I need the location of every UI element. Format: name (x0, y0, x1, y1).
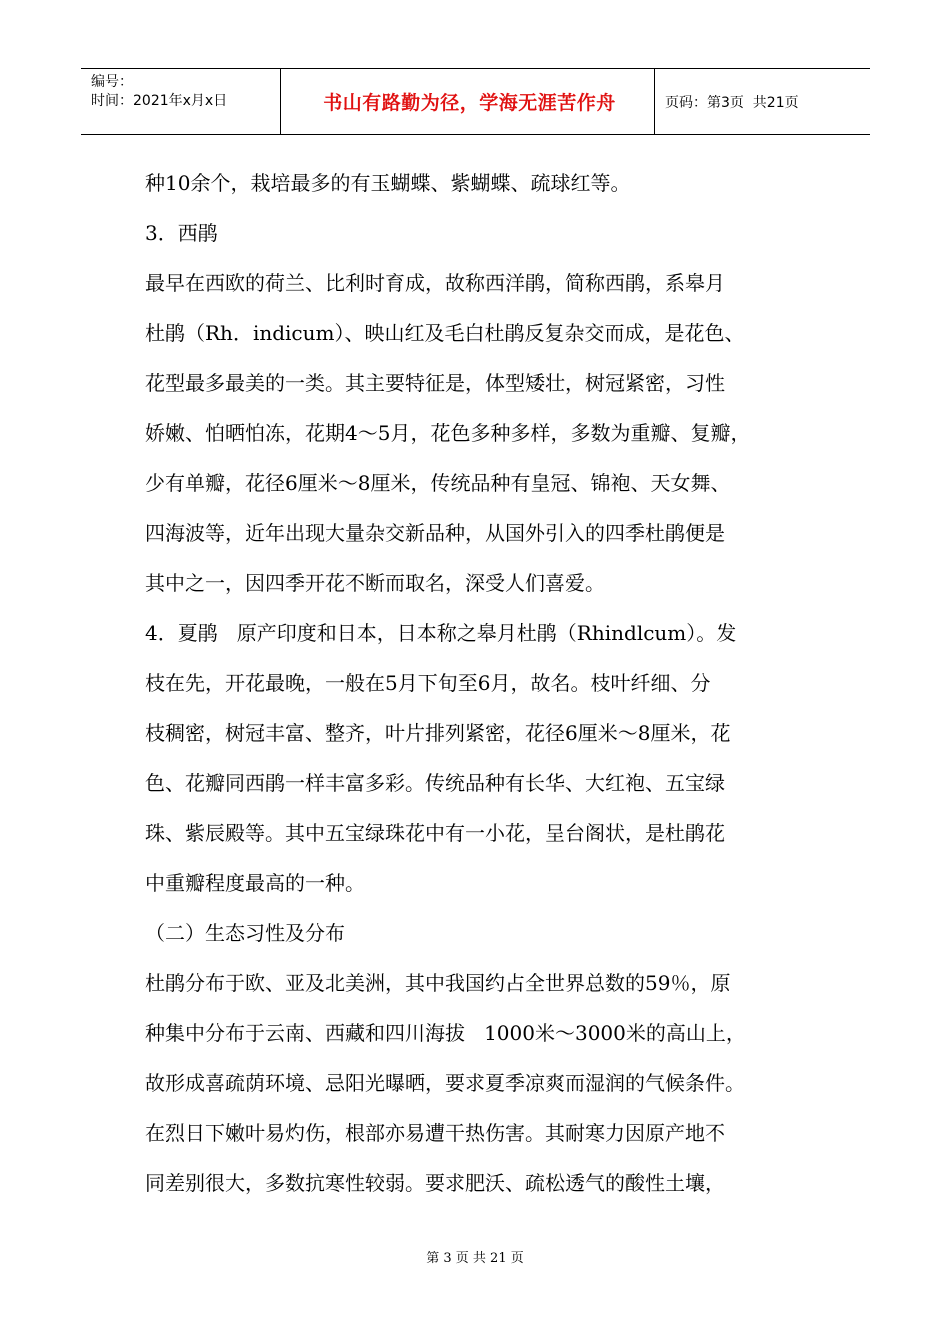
body-line: 少有单瓣，花径6厘米～8厘米，传统品种有皇冠、锦袍、天女舞、 (145, 471, 731, 495)
body-line: 种10余个，栽培最多的有玉蝴蝶、紫蝴蝶、疏球红等。 (145, 171, 631, 195)
body-line: 其中之一，因四季开花不断而取名，深受人们喜爱。 (145, 571, 605, 595)
section-heading-xijuan: 3．西鹃 (145, 221, 218, 245)
section-heading-xiajuan: 4．夏鹃 原产印度和日本，日本称之皋月杜鹃（Rhindlcum）。发 (145, 621, 737, 645)
section-heading-ecology: （二）生态习性及分布 (145, 921, 345, 945)
body-line: 花型最多最美的一类。其主要特征是，体型矮壮，树冠紧密，习性 (145, 371, 725, 395)
body-line: 杜鹃分布于欧、亚及北美洲，其中我国约占全世界总数的59％，原 (145, 971, 731, 995)
body-line: 四海波等，近年出现大量杂交新品种，从国外引入的四季杜鹃便是 (145, 521, 725, 545)
body-line: 最早在西欧的荷兰、比利时育成，故称西洋鹃，简称西鹃，系皋月 (145, 271, 725, 295)
body-line: 在烈日下嫩叶易灼伤，根部亦易遭干热伤害。其耐寒力因原产地不 (145, 1121, 725, 1145)
document-body (145, 158, 815, 1208)
body-line: 故形成喜疏荫环境、忌阳光曝晒，要求夏季凉爽而湿润的气候条件。 (145, 1071, 745, 1095)
header-page-number: 页码：第3页 共21页 (665, 94, 799, 111)
body-line: 色、花瓣同西鹃一样丰富多彩。传统品种有长华、大红袍、五宝绿 (145, 771, 725, 795)
body-line: 珠、紫辰殿等。其中五宝绿珠花中有一小花，呈台阁状，是杜鹃花 (145, 821, 725, 845)
header-page-cell (655, 69, 870, 134)
body-line: 种集中分布于云南、西藏和四川海拔 1000米～3000米的高山上， (145, 1021, 746, 1045)
body-line: 同差别很大，多数抗寒性较弱。要求肥沃、疏松透气的酸性土壤， (145, 1171, 725, 1195)
document-number-label: 编号： (91, 74, 133, 90)
body-line: 枝在先，开花最晚，一般在5月下旬至6月，故名。枝叶纤细、分 (145, 671, 711, 695)
header-info-cell (81, 69, 281, 134)
header-motto-cell (281, 69, 655, 134)
page-header (81, 68, 870, 135)
document-date-label: 时间：2021年x月x日 (91, 93, 228, 109)
body-line: 杜鹃（Rh．indicum）、映山红及毛白杜鹃反复杂交而成，是花色、 (145, 321, 745, 345)
body-line: 枝稠密，树冠丰富、整齐，叶片排列紧密，花径6厘米～8厘米，花 (145, 721, 731, 745)
header-motto: 书山有路勤为径，学海无涯苦作舟 (323, 92, 616, 114)
body-line: 中重瓣程度最高的一种。 (145, 871, 365, 895)
body-line: 娇嫩、怕晒怕冻，花期4～5月，花色多种多样，多数为重瓣、复瓣， (145, 421, 751, 445)
page-footer: 第 3 页 共 21 页 (426, 1251, 524, 1266)
